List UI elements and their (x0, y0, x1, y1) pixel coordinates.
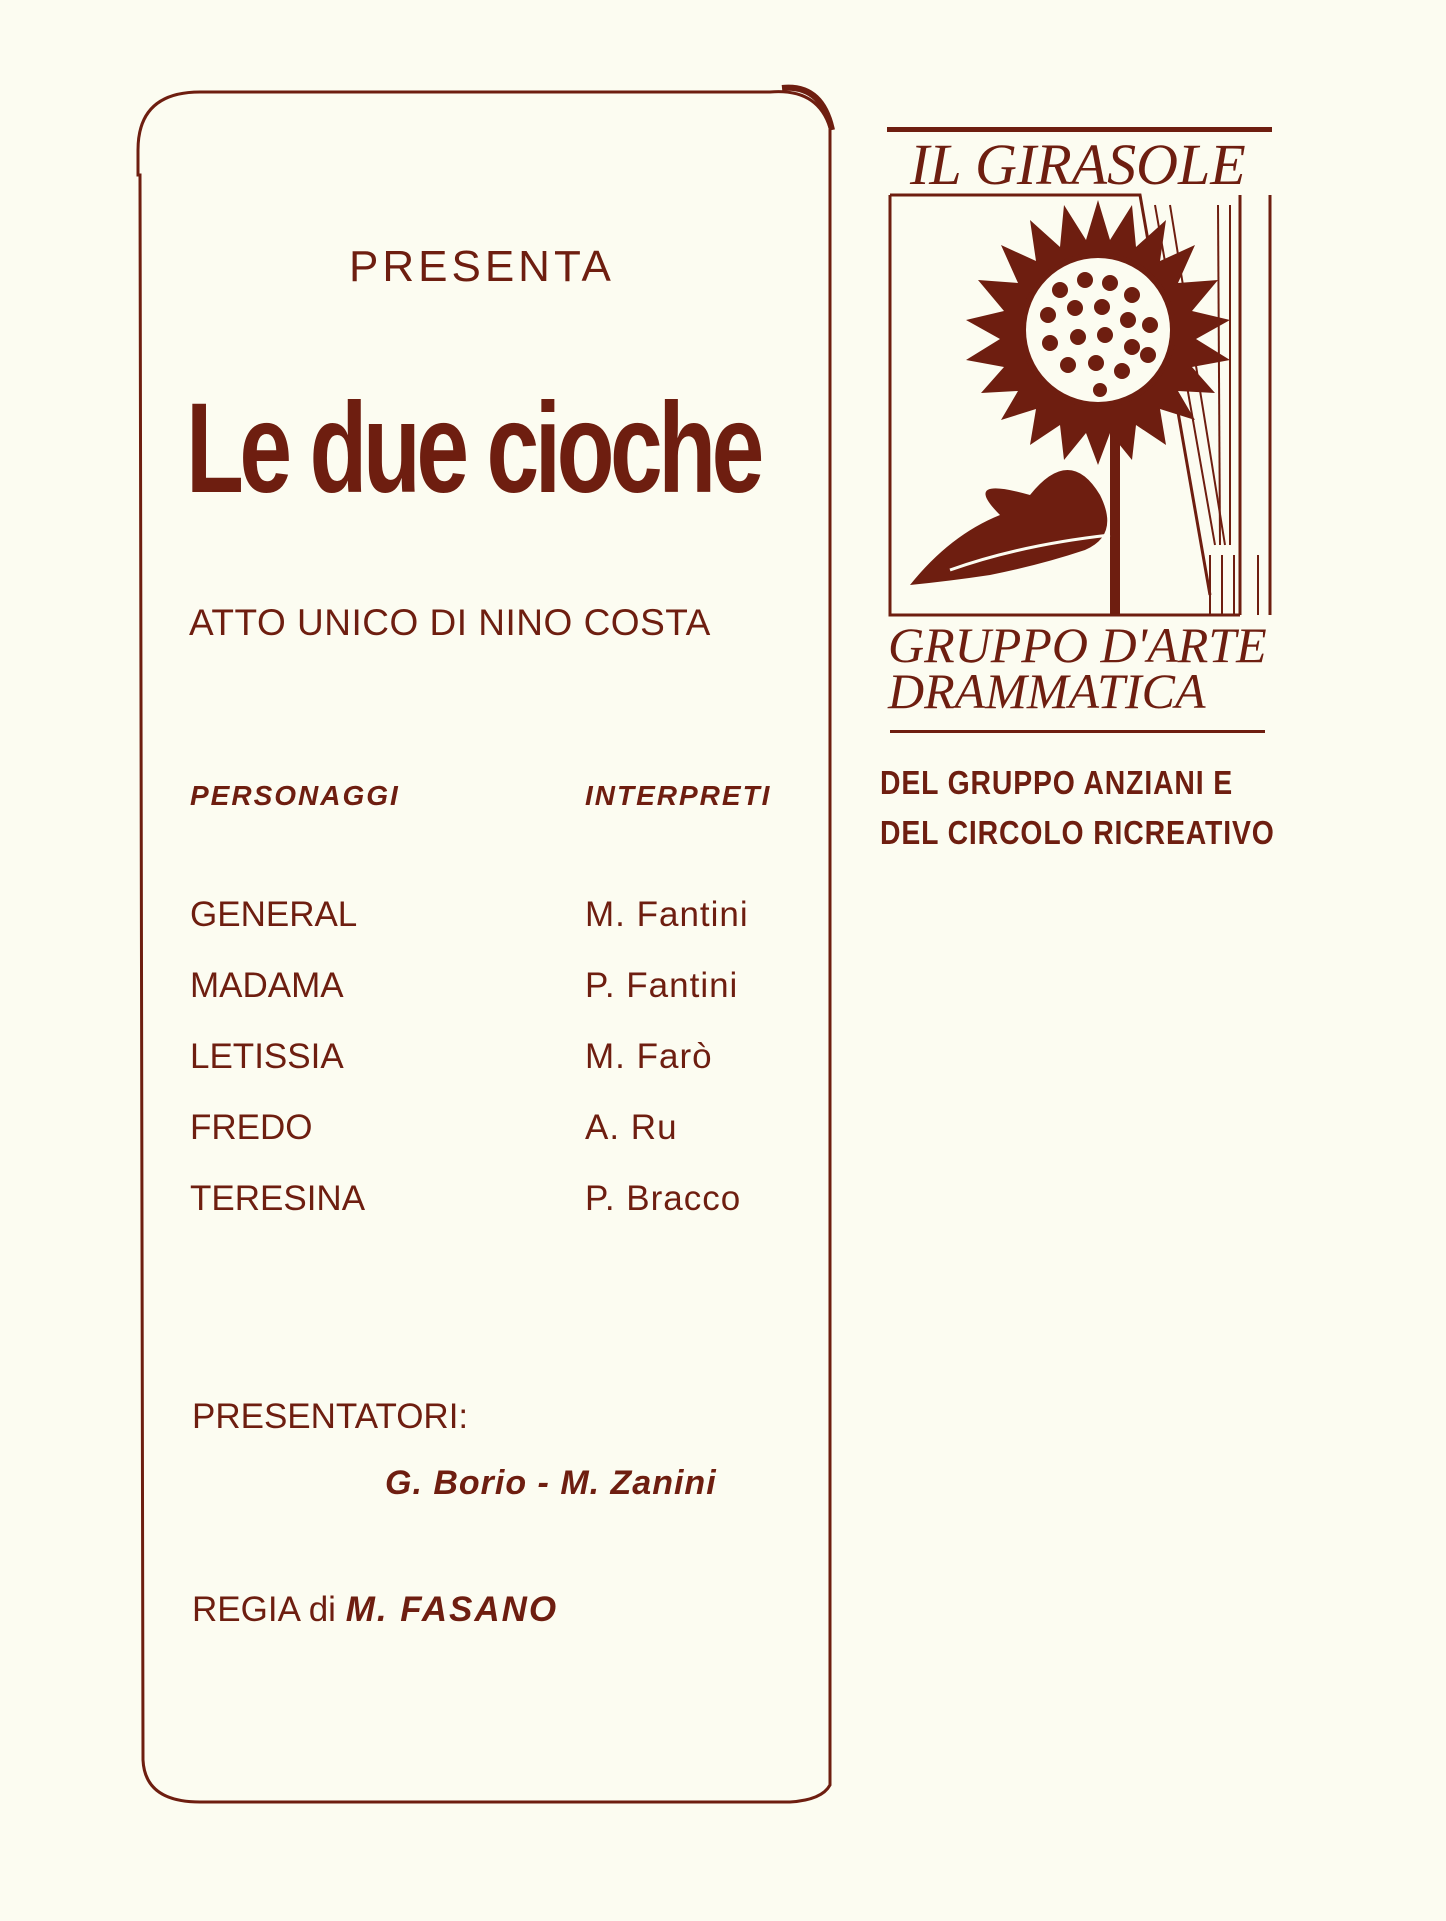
cast-actor: P. Bracco (585, 1179, 742, 1218)
direction-label: REGIA di (192, 1590, 336, 1629)
cast-actor: M. Fantini (585, 895, 749, 934)
play-title: Le due cioche (186, 377, 760, 520)
presenters-label: PRESENTATORI: (192, 1397, 469, 1436)
performers-header: INTERPRETI (585, 780, 772, 811)
cast-character: LETISSIA (190, 1037, 344, 1076)
cast-actor: M. Farò (585, 1037, 713, 1076)
direction-line (192, 1590, 558, 1630)
director-name: M. FASANO (345, 1590, 559, 1629)
cast-character: FREDO (190, 1108, 313, 1147)
organization-line2: DEL CIRCOLO RICREATIVO (880, 814, 1275, 851)
organization-text (880, 758, 1275, 858)
cast-character: TERESINA (190, 1179, 366, 1218)
organization-line1: DEL GRUPPO ANZIANI E (880, 764, 1234, 801)
cast-actor: A. Ru (585, 1108, 678, 1147)
cast-character: GENERAL (190, 895, 358, 934)
presenters-names: G. Borio - M. Zanini (385, 1464, 717, 1502)
characters-header: PERSONAGGI (190, 780, 400, 811)
presenta-label: PRESENTA (349, 242, 615, 291)
logo-subtitle (888, 617, 1267, 719)
logo-subtitle-line2: DRAMMATICA (888, 663, 1206, 719)
logo-subtitle-line1: GRUPPO D'ARTE (888, 617, 1267, 673)
play-subtitle: ATTO UNICO DI NINO COSTA (189, 602, 711, 643)
cast-actor: P. Fantini (585, 966, 739, 1005)
logo-name: IL GIRASOLE (910, 132, 1246, 197)
cast-character: MADAMA (190, 966, 344, 1005)
